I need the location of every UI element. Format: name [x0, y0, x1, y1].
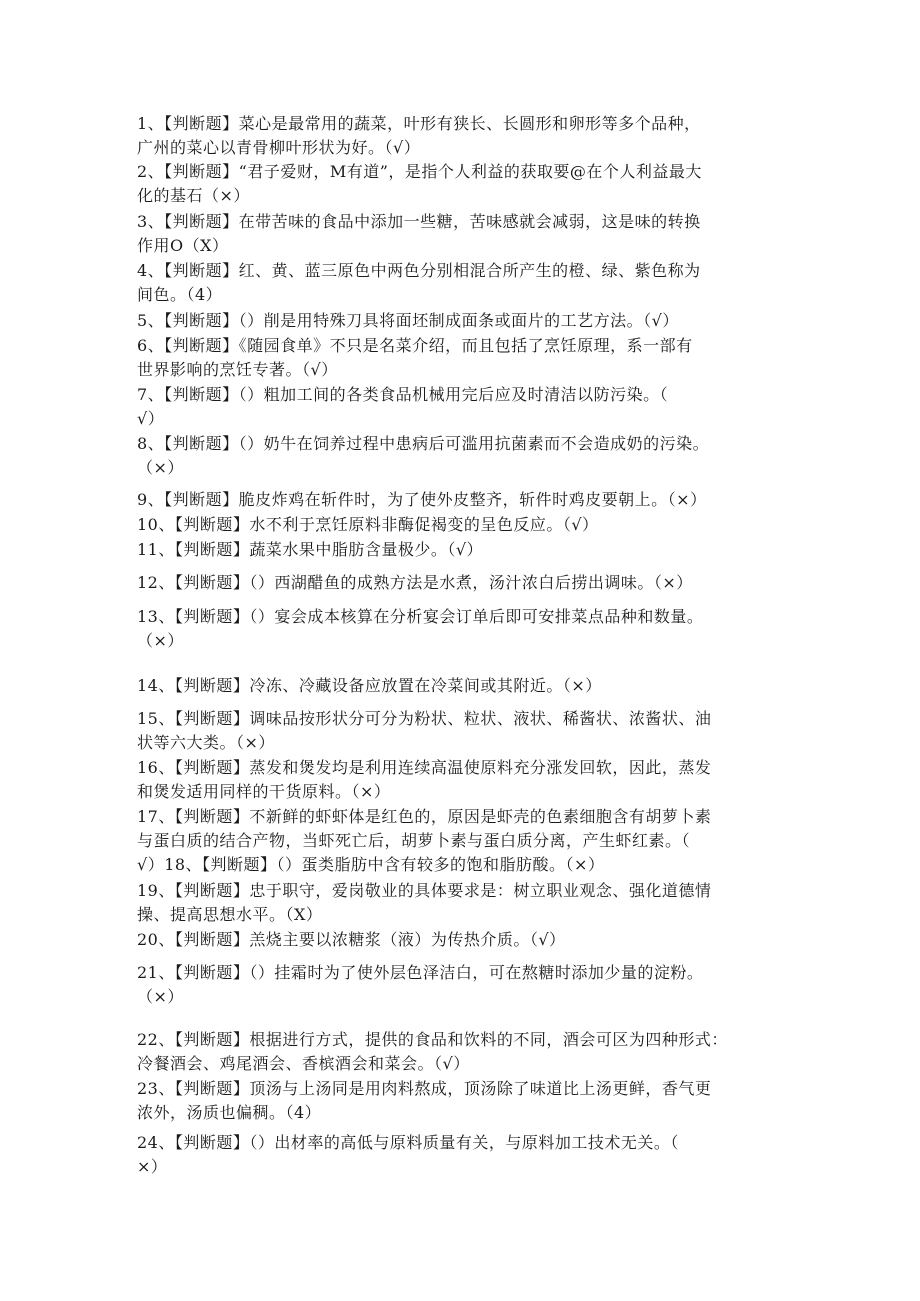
question-15: 15、【判断题】调味品按形状分可分为粉状、粒状、液状、稀酱状、浓酱状、油 状等六大类。（×）: [137, 709, 712, 752]
question-10: 10、【判断题】水不利于烹饪原料非酶促褐变的呈色反应。（√）: [137, 515, 599, 534]
question-11: 11、【判断题】蔬菜水果中脂肪含量极少。（√）: [137, 540, 484, 559]
question-2: 2、【判断题】“君子爱财，M有道”，是指个人利益的获取要@在个人利益最大 化的基石（×）: [137, 162, 702, 205]
question-17-18: 17、【判断题】不新鲜的虾虾体是红色的，原因是虾壳的色素细胞含有胡萝卜素 与蛋白质的结合产物，当虾死亡后，胡萝卜素与蛋白质分离，产生虾红素。（ √）18、【判断题】（）蛋类脂肪中含有较多的饱和脂肪酸。（×）: [137, 807, 712, 874]
question-20: 20、【判断题】羔烧主要以浓糖浆（液）为传热介质。（√）: [137, 930, 566, 949]
question-5: 5、【判断题】（）削是用特殊刀具将面坯制成面条或面片的工艺方法。（√）: [137, 311, 679, 330]
question-23: 23、【判断题】顶汤与上汤同是用肉料熬成，顶汤除了味道比上汤更鲜，香气更 浓外，汤质也偏稠。（4）: [137, 1079, 712, 1122]
question-16: 16、【判断题】蒸发和煲发均是利用连续高温使原料充分涨发回软，因此，蒸发 和煲发适用同样的干货原料。（×）: [137, 758, 712, 801]
question-19: 19、【判断题】忠于职守，爱岗敬业的具体要求是：树立职业观念、强化道德情 操、提高思想水平。（X）: [137, 881, 712, 924]
question-7: 7、【判断题】（）粗加工间的各类食品机械用完后应及时清洁以防污染。（ √）: [137, 385, 669, 428]
question-9: 9、【判断题】脆皮炸鸡在斩件时，为了使外皮整齐，斩件时鸡皮要朝上。（×）: [137, 490, 707, 509]
question-4: 4、【判断题】红、黄、蓝三原色中两色分别相混合所产生的橙、绿、紫色称为 间色。（4）: [137, 261, 701, 304]
question-22: 22、【判断题】根据进行方式，提供的食品和饮料的不同，酒会可区为四种形式： 冷餐酒会、鸡尾酒会、香槟酒会和菜会。（√）: [137, 1030, 728, 1073]
question-8: 8、【判断题】（）奶牛在饲养过程中患病后可滥用抗菌素而不会造成奶的污染。 （×）: [137, 434, 710, 477]
question-1: 1、【判断题】菜心是最常用的蔬菜，叶形有狭长、长圆形和卵形等多个品种， 广州的菜心以青骨柳叶形状为好。（√）: [137, 114, 701, 157]
question-14: 14、【判断题】冷冻、冷藏设备应放置在冷菜间或其附近。（×）: [137, 676, 602, 695]
question-24: 24、【判断题】（）出材率的高低与原料质量有关，与原料加工技术无关。（ ×）: [137, 1133, 679, 1176]
question-13: 13、【判断题】（）宴会成本核算在分析宴会订单后即可安排菜点品种和数量。 （×）: [137, 607, 704, 650]
question-12: 12、【判断题】（）西湖醋鱼的成熟方法是水煮，汤汁浓白后捞出调味。（×）: [137, 573, 693, 592]
question-3: 3、【判断题】在带苦味的食品中添加一些糖，苦味感就会减弱，这是味的转换 作用O（X）: [137, 212, 701, 255]
question-21: 21、【判断题】（）挂霜时为了使外层色泽洁白，可在熬糖时添加少量的淀粉。 （×）: [137, 963, 704, 1006]
question-6: 6、【判断题】《随园食单》不只是名菜介绍，而且包括了烹饪原理，系一部有 世界影响的烹饪专著。（√）: [137, 336, 693, 379]
